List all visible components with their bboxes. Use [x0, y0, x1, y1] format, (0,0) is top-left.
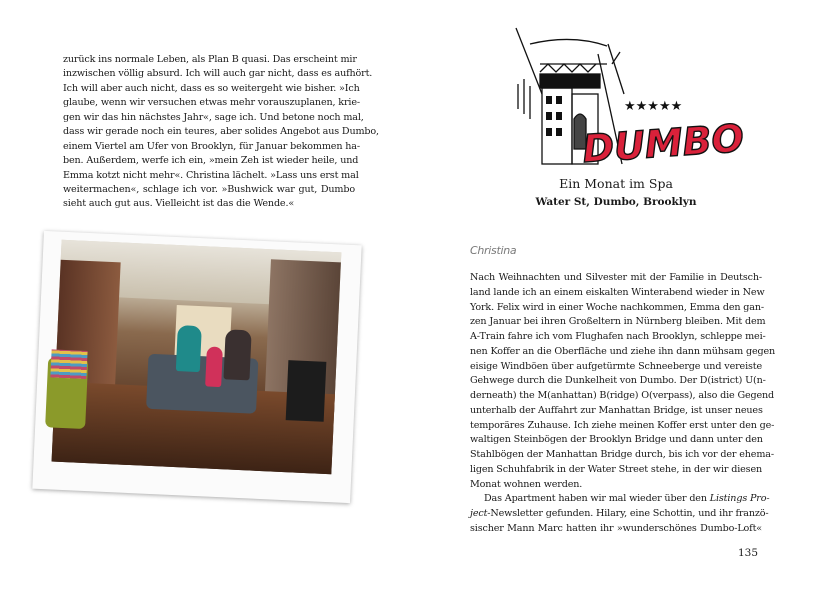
text-line: A-Train fahre ich vom Flughafen nach Brooklyn, schleppe mei- — [470, 331, 766, 342]
text-line: sieht auch gut aus. Vielleicht ist das die Wende.« — [63, 198, 295, 210]
text-line: York. Felix wird in einer Woche nachkommen, Emma den gan- — [470, 301, 764, 313]
text-line: land lande ich an einem eiskalten Winterabend wieder in New — [470, 286, 765, 298]
text-line: Ich will aber auch nicht, dass es so weitergeht wie bisher. »Ich — [63, 82, 360, 94]
text-line: Stahlbögen der Manhattan Bridge durch, bis ich vor der ehema- — [470, 449, 774, 460]
text-line: dass wir gerade noch ein teures, aber solides Angebot aus Dumbo, — [63, 126, 379, 138]
text-line: Monat wohnen werden. — [470, 478, 583, 490]
dumbo-logo-text: DUMBO — [581, 115, 746, 172]
text-line: unterhalb der Auffahrt zur Manhattan Bridge, ist unser neues — [470, 404, 763, 416]
text-line: derneath) the M(anhattan) B(ridge) O(verpass), also die Gegend — [470, 390, 775, 401]
text-line — [470, 492, 770, 507]
text-span: Das Apartment haben wir mal wieder über den — [484, 493, 710, 505]
text-line: waltigen Steinbögen der Brooklyn Bridge und dann unter den — [470, 434, 763, 446]
dumbo-logo-illustration — [512, 24, 746, 174]
section-author: Christina — [470, 244, 517, 257]
text-line: zurück ins normale Leben, als Plan B quasi. Das erscheint mir — [63, 54, 357, 65]
text-line: ligen Schuhfabrik in der Water Street stehe, in der wir diesen — [470, 463, 762, 475]
italic-title: Listings Pro- — [709, 493, 770, 505]
text-line: Gehwege durch die Dunkelheit von Dumbo. Der D(istrict) U(n- — [470, 375, 766, 387]
polaroid-photo — [32, 231, 361, 503]
text-line: gen wir das hin nächstes Jahr«, sage ich. Und betone noch mal, — [63, 111, 364, 123]
text-line: Nach Weihnachten und Silvester mit der Familie in Deutsch- — [470, 272, 762, 283]
text-line: weitermachen«, schlage ich vor. »Bushwick war gut, Dumbo — [63, 183, 355, 195]
text-line — [470, 507, 769, 522]
chapter-address: Water St, Dumbo, Brooklyn — [535, 196, 697, 208]
text-line: zen Januar bei ihren Großeltern in Nürnberg bleiben. Mit dem — [470, 316, 766, 328]
text-line: eisige Windböen über aufgetürmte Schneeberge und vereiste — [470, 360, 762, 372]
chapter-subtitle: Ein Monat im Spa — [559, 176, 673, 191]
left-page-text — [63, 53, 379, 212]
five-stars-icon: ★★★★★ — [624, 99, 683, 114]
italic-title: ject — [470, 508, 488, 519]
text-line: nen Koffer an die Oberfläche und ziehe ihn dann mühsam gegen — [470, 345, 776, 357]
text-line: temporäres Zuhause. Ich ziehe meinen Koffer erst unter den ge- — [470, 419, 775, 431]
right-page-text — [470, 271, 776, 537]
page-number: 135 — [738, 547, 759, 559]
living-room-family-photo — [52, 240, 342, 474]
text-span: -Newsletter gefunden. Hilary, eine Schottin, und ihr franzö- — [487, 508, 769, 519]
text-line: glaube, wenn wir versuchen etwas mehr vorauszuplanen, krie- — [63, 97, 360, 109]
text-line: Emma kotzt nicht mehr«. Christina lächelt. »Lass uns erst mal — [63, 169, 359, 181]
text-line: einem Viertel am Ufer von Brooklyn, für Januar bekommen ha- — [63, 140, 360, 152]
text-line: ben. Außerdem, werfe ich ein, »mein Zeh ist wieder heile, und — [63, 155, 359, 167]
text-line: sischer Mann Marc hatten ihr »wunderschönes Dumbo-Loft« — [470, 522, 762, 534]
text-line: inzwischen völlig absurd. Ich will auch gar nicht, dass es aufhört. — [63, 68, 373, 80]
